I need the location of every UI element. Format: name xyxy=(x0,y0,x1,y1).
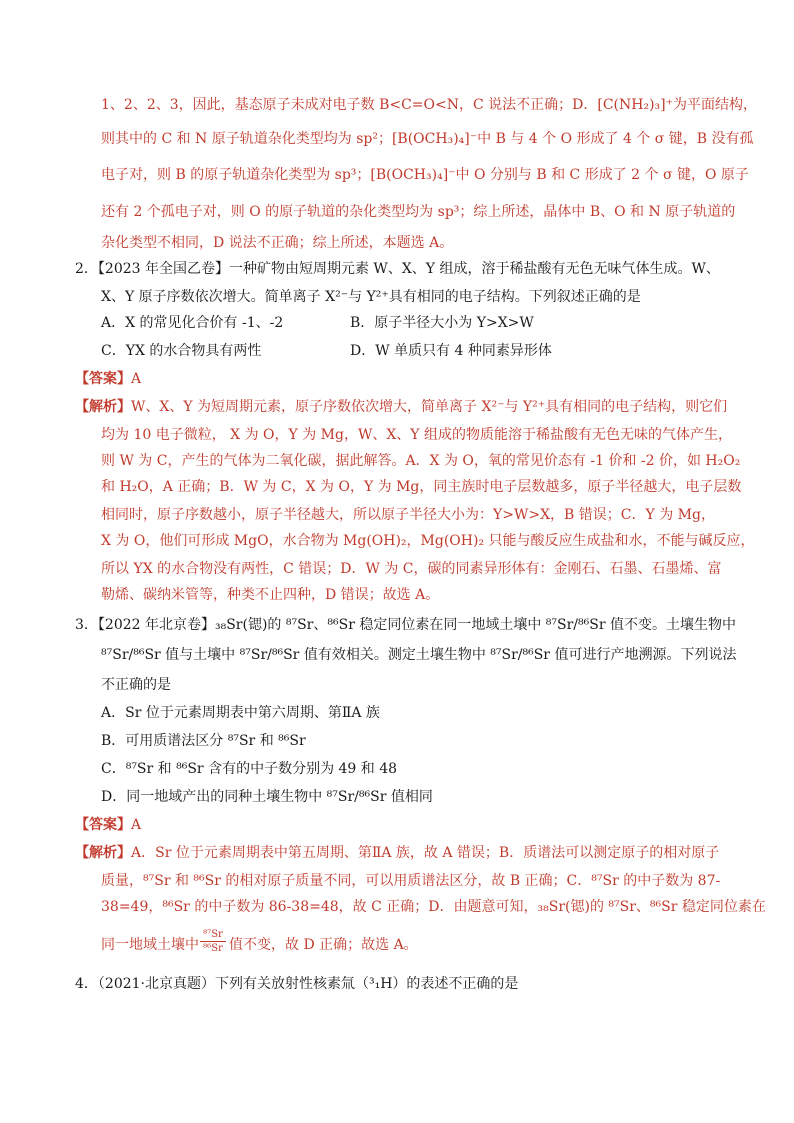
analysis-line: 电子对，则 B 的原子轨道杂化类型为 sp³；[B(OCH₃)₄]⁻中 O 分别与 B 和 C 形成了 2 个 σ 键，O 原子 xyxy=(101,167,749,183)
question-3-option-a: A．Sr 位于元素周期表中第六周期、第ⅡA 族 xyxy=(101,705,380,721)
question-2-option-a: A．X 的常见化合价有 -1、-2 xyxy=(101,315,284,331)
analysis-line: 所以 YX 的水合物没有两性，C 错误；D．W 为 C，碳的同素异形体有：金刚石、石墨、石墨烯、富 xyxy=(101,561,722,577)
analysis-line: 值不变，故 D 正确；故选 A。 xyxy=(229,937,418,953)
analysis-line: 均为 10 电子微粒， X 为 O，Y 为 Mg，W、X、Y 组成的物质能溶于稀盐酸有无色无味的气体产生， xyxy=(101,427,732,443)
question-3-option-d: D．同一地域产出的同种土壤生物中 ⁸⁷Sr/⁸⁶Sr 值相同 xyxy=(101,789,433,805)
analysis-line: 杂化类型不相同，D 说法不正确；综上所述，本题选 A。 xyxy=(101,235,454,251)
question-3-stem: 3．【2022 年北京卷】₃₈Sr(锶)的 ⁸⁷Sr、⁸⁶Sr 稳定同位素在同一地域土壤中 ⁸⁷Sr/⁸⁶Sr 值不变。土壤生物中 xyxy=(75,617,736,633)
question-2-answer xyxy=(75,370,141,388)
analysis-line: 勒烯、碳纳米管等，种类不止四种，D 错误；故选 A。 xyxy=(101,587,440,603)
isotope-ratio-fraction xyxy=(200,929,226,954)
analysis-line: 则 W 为 C，产生的气体为二氧化碳，据此解答。A．X 为 O，氧的常见价态有 -1 价和 -2 价，如 H₂O₂ xyxy=(101,453,741,469)
answer-value: A xyxy=(131,371,142,387)
answer-label: 【答案】 xyxy=(75,817,131,833)
analysis-line: 质量，⁸⁷Sr 和 ⁸⁶Sr 的相对原子质量不同，可以用质谱法区分，故 B 正确；C．⁸⁷Sr 的中子数为 87- xyxy=(101,873,721,889)
analysis-label: 【解析】 xyxy=(75,399,131,415)
analysis-line: 还有 2 个孤电子对，则 O 的原子轨道的杂化类型均为 sp³；综上所述，晶体中 B、O 和 N 原子轨道的 xyxy=(101,204,736,220)
question-2-stem: X、Y 原子序数依次增大。简单离子 X²⁻与 Y²⁺具有相同的电子结构。下列叙述正确的是 xyxy=(101,289,641,305)
question-2-option-b: B．原子半径大小为 Y>X>W xyxy=(350,315,534,331)
analysis-line: 1、2、2、3，因此，基态原子未成对电子数 B<C=O<N，C 说法不正确；D．[C(NH₂)₃]⁺为平面结构， xyxy=(101,97,758,113)
question-2-option-c: C．YX 的水合物具有两性 xyxy=(101,343,262,359)
question-3-option-b: B．可用质谱法区分 ⁸⁷Sr 和 ⁸⁶Sr xyxy=(101,733,306,749)
analysis-line: 相同时，原子序数越小，原子半径越大，所以原子半径大小为：Y>W>X，B 错误；C．Y 为 Mg， xyxy=(101,507,715,523)
question-3-stem: ⁸⁷Sr/⁸⁶Sr 值与土壤中 ⁸⁷Sr/⁸⁶Sr 值有效相关。测定土壤生物中 ⁸⁷Sr/⁸⁶Sr 值可进行产地溯源。下列说法 xyxy=(101,647,737,663)
question-2-option-d: D．W 单质只有 4 种同素异形体 xyxy=(350,343,552,359)
question-2-stem: 2．【2023 年全国乙卷】一种矿物由短周期元素 W、X、Y 组成，溶于稀盐酸有无色无味气体生成。W、 xyxy=(75,261,720,277)
analysis-text: W、X、Y 为短周期元素，原子序数依次增大，简单离子 X²⁻与 Y²⁺具有相同的电子结构，则它们 xyxy=(131,399,728,415)
answer-label: 【答案】 xyxy=(75,371,131,387)
fraction-bar xyxy=(200,941,226,942)
question-4-stem: 4．（2021·北京真题）下列有关放射性核素氚（³₁H）的表述不正确的是 xyxy=(75,976,519,992)
question-2-analysis xyxy=(75,398,727,416)
analysis-line: 38=49，⁸⁶Sr 的中子数为 86-38=48，故 C 正确；D．由题意可知，₃₈Sr(锶)的 ⁸⁷Sr、⁸⁶Sr 稳定同位素在 xyxy=(101,899,766,915)
analysis-line: 和 H₂O，A 正确；B．W 为 C，X 为 O，Y 为 Mg，同主族时电子层数越多，原子半径越大，电子层数 xyxy=(101,479,742,495)
answer-value: A xyxy=(131,817,142,833)
analysis-line: 同一地域土壤中 xyxy=(101,937,199,953)
question-3-stem: 不正确的是 xyxy=(101,677,171,693)
fraction-numerator: ⁸⁷Sr xyxy=(203,929,223,940)
fraction-denominator: ⁸⁶Sr xyxy=(203,943,223,954)
analysis-line: 则其中的 C 和 N 原子轨道杂化类型均为 sp²；[B(OCH₃)₄]⁻中 B 与 4 个 O 形成了 4 个 σ 键，B 没有孤 xyxy=(101,131,754,147)
analysis-text: A．Sr 位于元素周期表中第五周期、第ⅡA 族，故 A 错误；B．质谱法可以测定原子的相对原子 xyxy=(131,845,720,861)
question-3-answer xyxy=(75,816,141,834)
question-3-option-c: C．⁸⁷Sr 和 ⁸⁶Sr 含有的中子数分别为 49 和 48 xyxy=(101,761,398,777)
analysis-label: 【解析】 xyxy=(75,845,131,861)
question-3-analysis xyxy=(75,844,719,862)
analysis-line: X 为 O，他们可形成 MgO，水合物为 Mg(OH)₂，Mg(OH)₂ 只能与酸反应生成盐和水，不能与碱反应， xyxy=(101,533,755,549)
